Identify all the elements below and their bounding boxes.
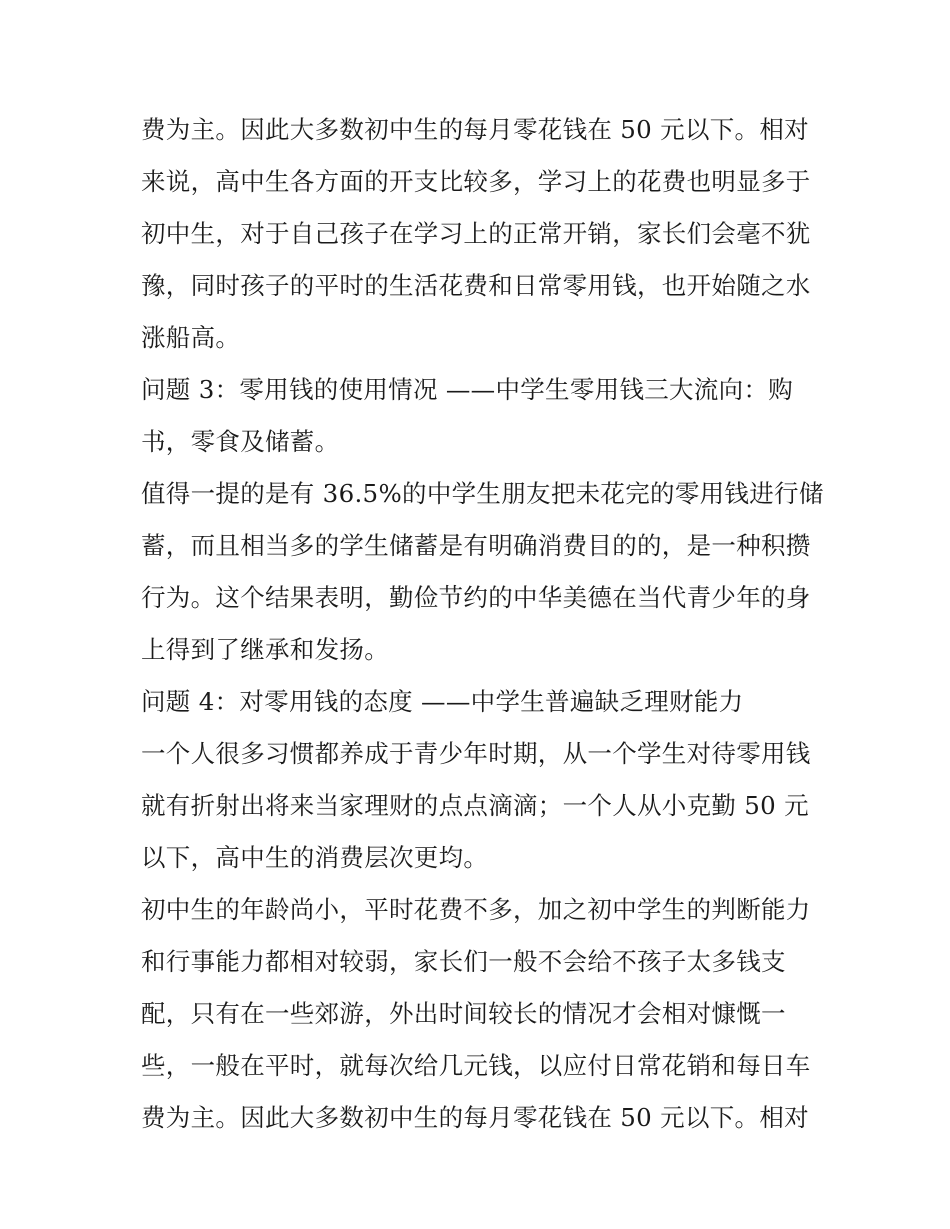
text-line: 涨船高。 [141,323,241,352]
text-line: 来说，高中生各方面的开支比较多，学习上的花费也明显多于 [141,167,811,196]
text-line: 一个人很多习惯都养成于青少年时期，从一个学生对待零用钱 [141,739,811,768]
text-line: 费为主。因此大多数初中生的每月零花钱在 50 元以下。相对 [141,115,809,144]
text-line: 费为主。因此大多数初中生的每月零花钱在 50 元以下。相对 [141,1103,809,1132]
text-line: 就有折射出将来当家理财的点点滴滴；一个人从小克勤 50 元 [141,791,809,820]
text-line: 值得一提的是有 36.5%的中学生朋友把未花完的零用钱进行储 [141,479,824,508]
text-line: 以下，高中生的消费层次更均。 [141,843,489,872]
text-line: 些，一般在平时，就每次给几元钱，以应付日常花销和每日车 [141,1051,811,1080]
section-heading-3: 问题 3：零用钱的使用情况 ——中学生零用钱三大流向：购 [141,375,794,404]
document-page [141,108,824,1148]
text-line: 配，只有在一些郊游，外出时间较长的情况才会相对慷慨一 [141,999,786,1028]
text-line: 书，零食及储蓄。 [141,427,340,456]
text-line: 蓄，而且相当多的学生储蓄是有明确消费目的的，是一种积攒 [141,531,811,560]
text-line: 和行事能力都相对较弱，家长们一般不会给不孩子太多钱支 [141,947,786,976]
text-line: 初中生的年龄尚小，平时花费不多，加之初中学生的判断能力 [141,895,811,924]
section-heading-4: 问题 4：对零用钱的态度 ——中学生普遍缺乏理财能力 [141,687,744,716]
text-line: 行为。这个结果表明，勤俭节约的中华美德在当代青少年的身 [141,583,811,612]
text-line: 初中生，对于自己孩子在学习上的正常开销，家长们会毫不犹 [141,219,811,248]
text-line: 上得到了继承和发扬。 [141,635,389,664]
text-line: 豫，同时孩子的平时的生活花费和日常零用钱，也开始随之水 [141,271,811,300]
